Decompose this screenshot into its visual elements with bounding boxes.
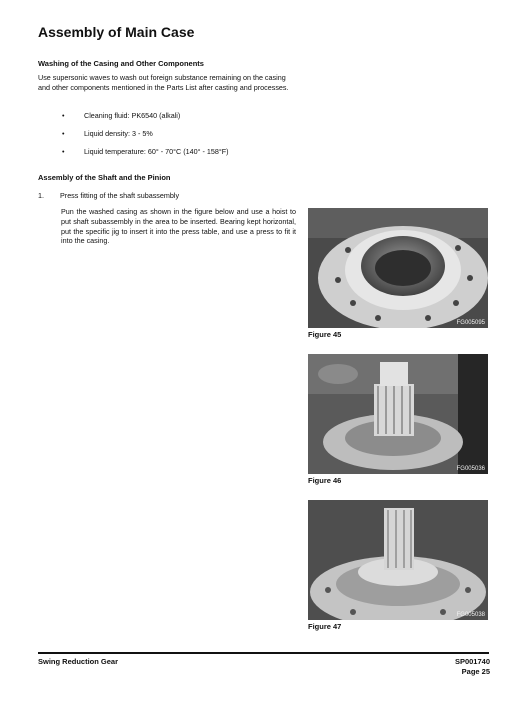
- figure-47-photo: [308, 500, 488, 620]
- figure-46-caption: Figure 46: [308, 476, 342, 485]
- step-number: 1.: [38, 191, 44, 200]
- bullet-icon: •: [62, 129, 65, 138]
- washing-bullet-list: [62, 111, 229, 165]
- bullet-item: • Liquid density: 3 - 5%: [62, 129, 153, 138]
- step-paragraph: Pun the washed casing as shown in the figure below and use a hoist to put shaft subassembly in the area to be inserted. Bearing kept horizontal, put the specific jig to insert it into the press table, and use a press to fit it into the casing.: [61, 207, 296, 246]
- washing-paragraph: Use supersonic waves to wash out foreign substance remaining on the casing and other components mentioned in the Parts List after casting and processes.: [38, 73, 289, 92]
- figure-image-id: FG005038: [456, 612, 485, 618]
- footer-divider: [38, 652, 489, 654]
- footer-doc-number: SP001740: [454, 657, 490, 666]
- figure-45-caption: Figure 45: [308, 330, 342, 339]
- bullet-item: • Liquid temperature: 60° - 70°C (140° - 158°F): [62, 147, 229, 156]
- figure-46-photo: [308, 354, 488, 474]
- figure-image-id: FG005095: [456, 320, 485, 326]
- section-heading-washing: Washing of the Casing and Other Components: [38, 59, 204, 68]
- page-title: Assembly of Main Case: [38, 24, 195, 40]
- step-item: [38, 191, 179, 200]
- figure-47-caption: Figure 47: [308, 622, 342, 631]
- figure-image-id: FG005036: [456, 466, 485, 472]
- bullet-item: • Cleaning fluid: PK6540 (alkali): [62, 111, 181, 120]
- footer-manual-title: Swing Reduction Gear: [38, 657, 119, 666]
- footer-page-number: Page 25: [461, 667, 490, 676]
- bullet-icon: •: [62, 111, 65, 120]
- section-heading-shaft: Assembly of the Shaft and the Pinion: [38, 173, 171, 182]
- step-title: Press fitting of the shaft subassembly: [60, 191, 180, 200]
- figure-45-photo: [308, 208, 488, 328]
- bullet-icon: •: [62, 147, 65, 156]
- footer-page-info: [455, 657, 490, 677]
